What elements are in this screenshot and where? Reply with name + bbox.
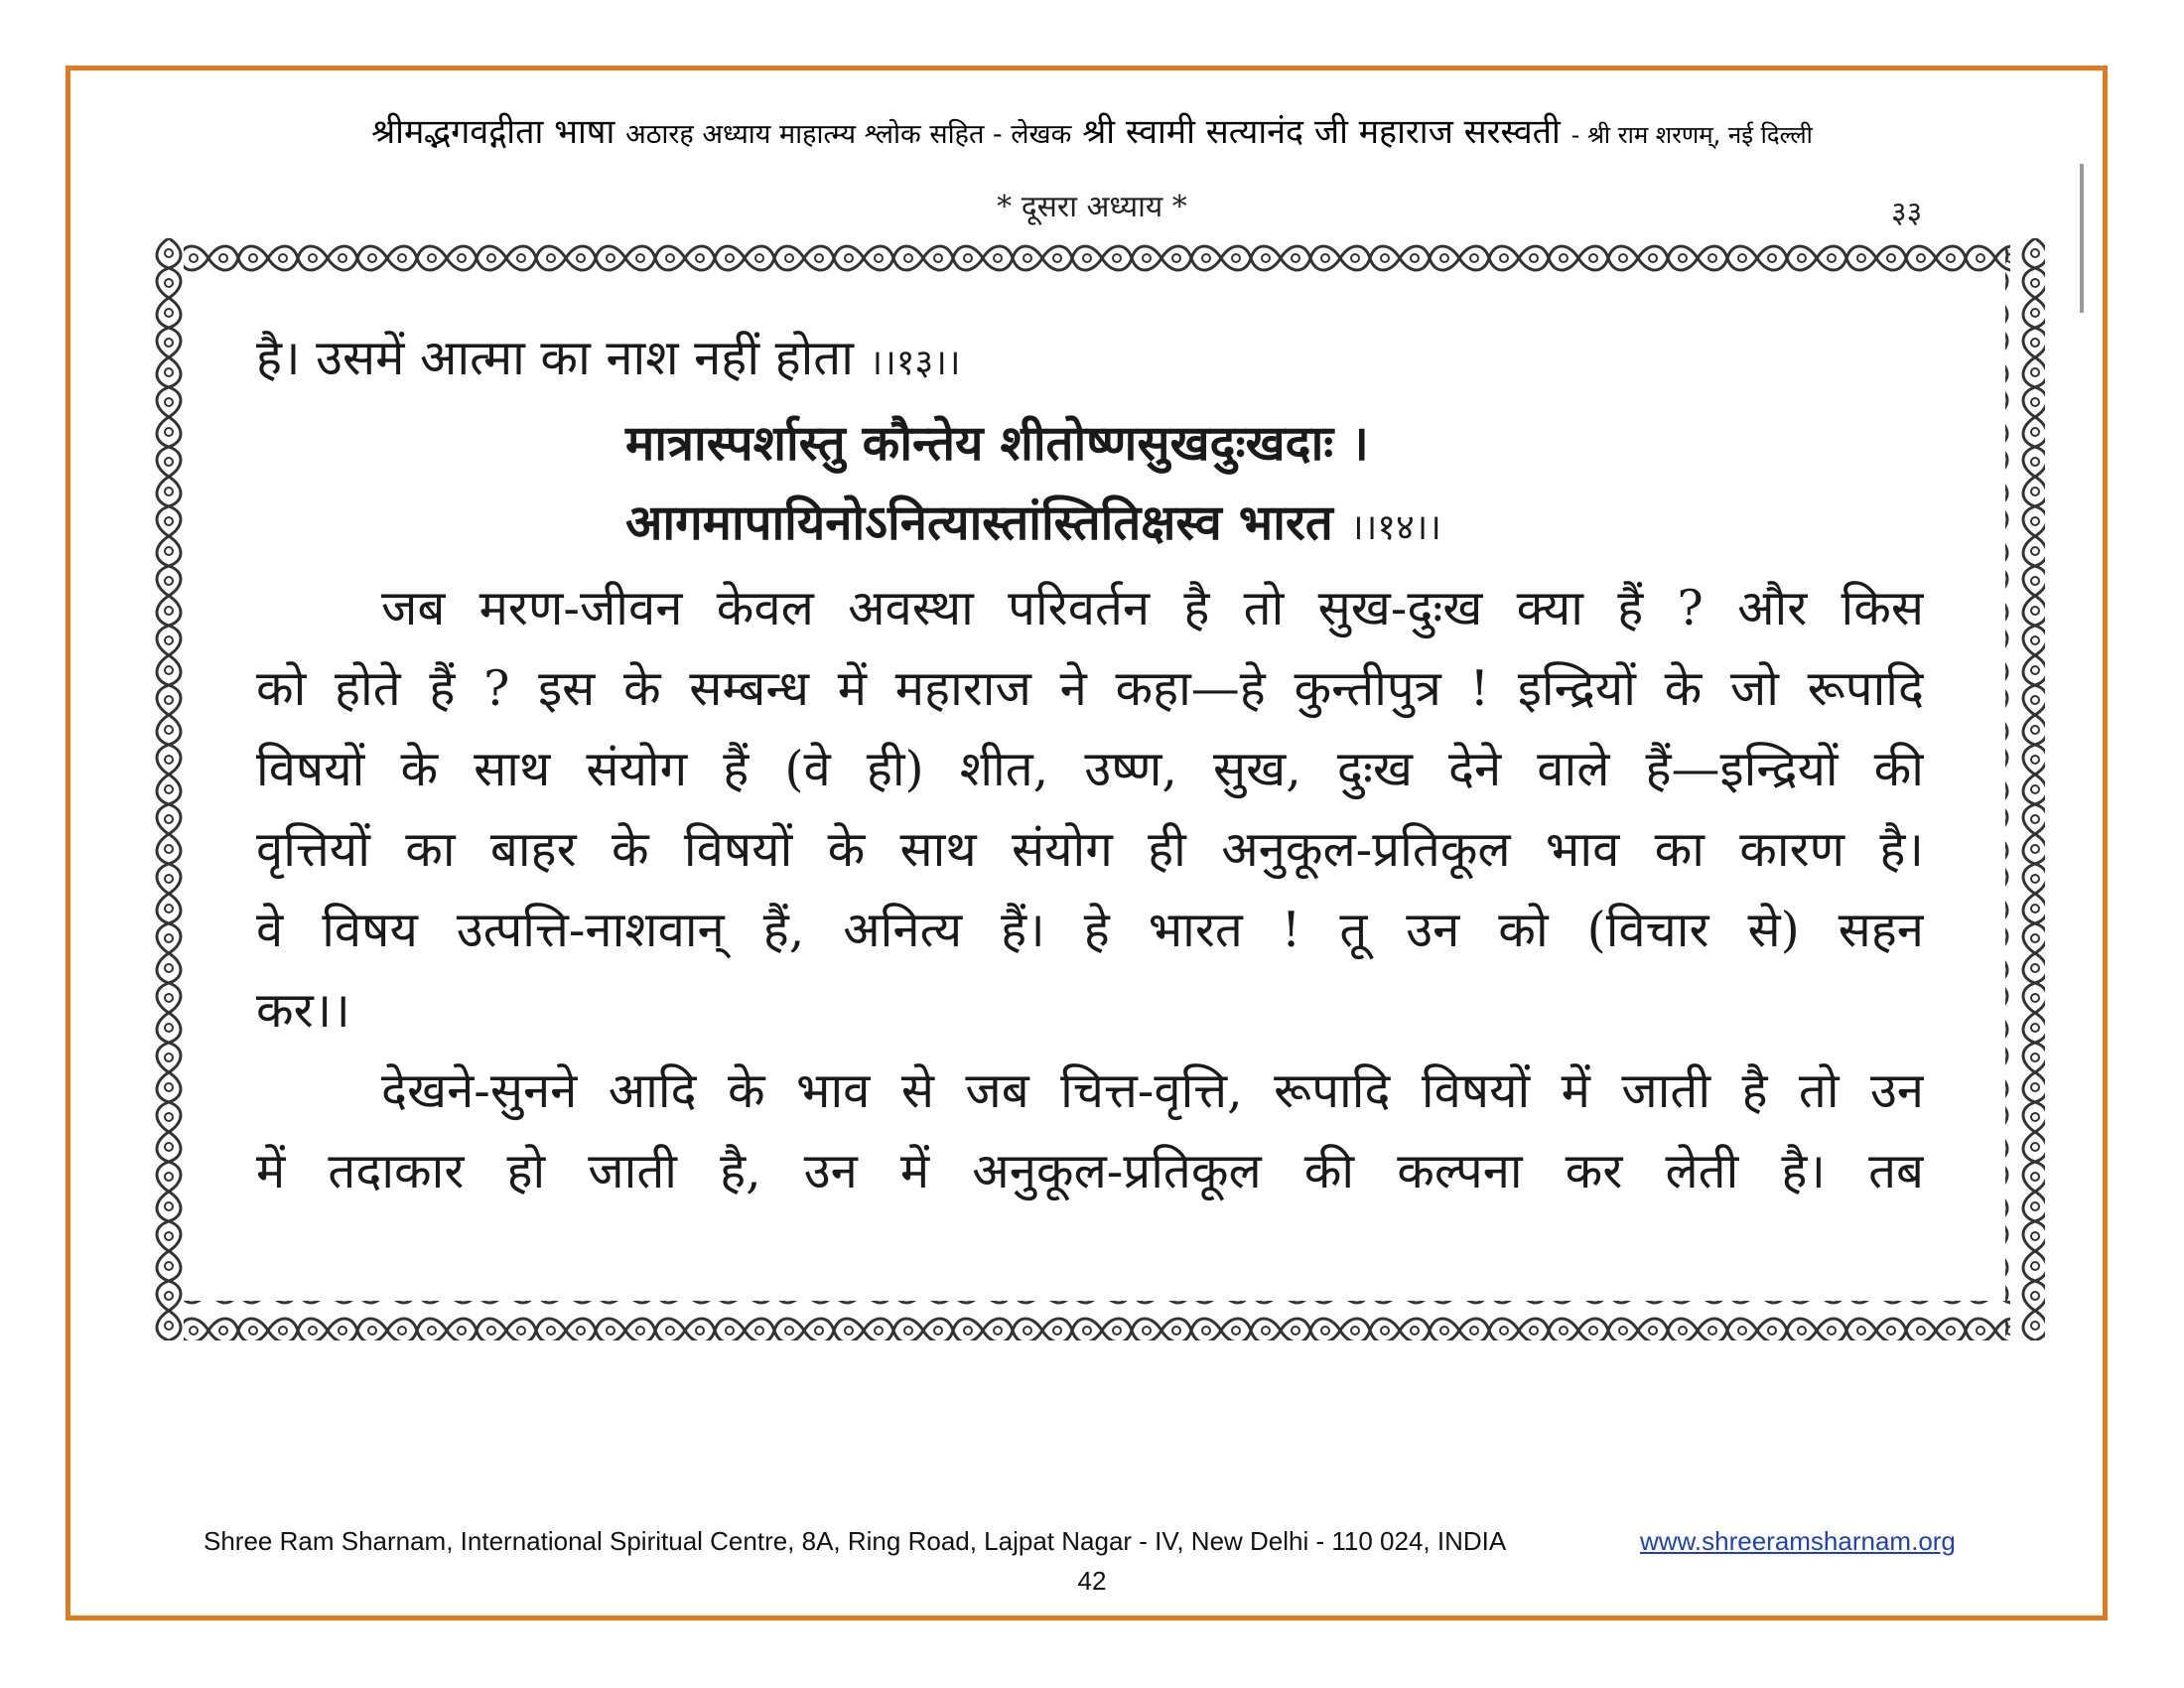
paragraph-line: में तदाकार हो जाती है, उन में अनुकूल-प्रतिकूल की कल्पना कर लेती है। तब: [256, 1143, 1924, 1199]
paragraph-line: कर।।: [256, 982, 350, 1039]
header-title: श्रीमद्भगवद्गीता भाषा: [371, 112, 615, 152]
text-line: [256, 318, 1924, 403]
sanskrit-verse-text: आगमापायिनोऽनित्यास्तांस्तितिक्षस्व भारत: [625, 493, 1333, 551]
header-publisher: - श्री राम शरणम्, नई दिल्ली: [1570, 121, 1813, 149]
scanned-text-block: [256, 318, 1924, 1211]
sanskrit-verse-line-2: [256, 483, 1924, 568]
paragraph-line: विषयों के साथ संयोग हैं (वे ही) शीत, उष्ण, सुख, दुःख देने वाले हैं—इन्द्रियों की: [256, 741, 1924, 797]
verse-number: ।।१४।।: [1349, 507, 1441, 548]
ornament-bottom: [184, 1301, 2010, 1340]
chapter-title: * दूसरा अध्याय *: [997, 190, 1187, 224]
page-number: 42: [1077, 1566, 1107, 1596]
footer-address: Shree Ram Sharnam, International Spiritual Centre, 8A, Ring Road, Lajpat Nagar - IV, New Delhi - 110 024, INDIA: [204, 1526, 1507, 1556]
verse-number: ।।१३।।: [869, 343, 961, 383]
header-subtitle: अठारह अध्याय माहात्म्य श्लोक सहित - लेखक: [625, 119, 1072, 150]
paragraph-line: वृत्तियों का बाहर के विषयों के साथ संयोग ही अनुकूल-प्रतिकूल भाव का कारण है।: [256, 821, 1924, 878]
paragraph-line: वे विषय उत्पत्ति-नाशवान् हैं, अनित्य हैं। हे भारत ! तू उन को (विचार से) सहन: [256, 902, 1924, 958]
ornament-right: [2005, 238, 2045, 1340]
paragraph-line: जब मरण-जीवन केवल अवस्था परिवर्तन है तो सुख-दुःख क्या हैं ? और किस: [381, 580, 1924, 636]
page-header: [89, 107, 2095, 153]
header-author: श्री स्वामी सत्यानंद जी महाराज सरस्वती: [1082, 112, 1561, 152]
ornament-left: [149, 238, 189, 1340]
website-link[interactable]: www.shreeramsharnam.org: [1640, 1526, 1956, 1556]
scan-edge-mark: [2080, 164, 2084, 313]
paragraph-line: देखने-सुनने आदि के भाव से जब चित्त-वृत्ति, रूपादि विषयों में जाती है तो उन: [381, 1062, 1924, 1119]
paragraph-line: को होते हैं ? इस के सम्बन्ध में महाराज ने कहा—हे कुन्तीपुत्र ! इन्द्रियों के जो रूपादि: [256, 660, 1924, 717]
sanskrit-verse-line-1: मात्रास्पर्शास्तु कौन्तेय शीतोष्णसुखदुःखदाः ।: [625, 414, 1369, 472]
ornament-top: [184, 238, 2010, 278]
scan-page-number: ३३: [1891, 196, 1923, 230]
verse-13-end: है। उसमें आत्मा का नाश नहीं होता: [256, 330, 854, 386]
